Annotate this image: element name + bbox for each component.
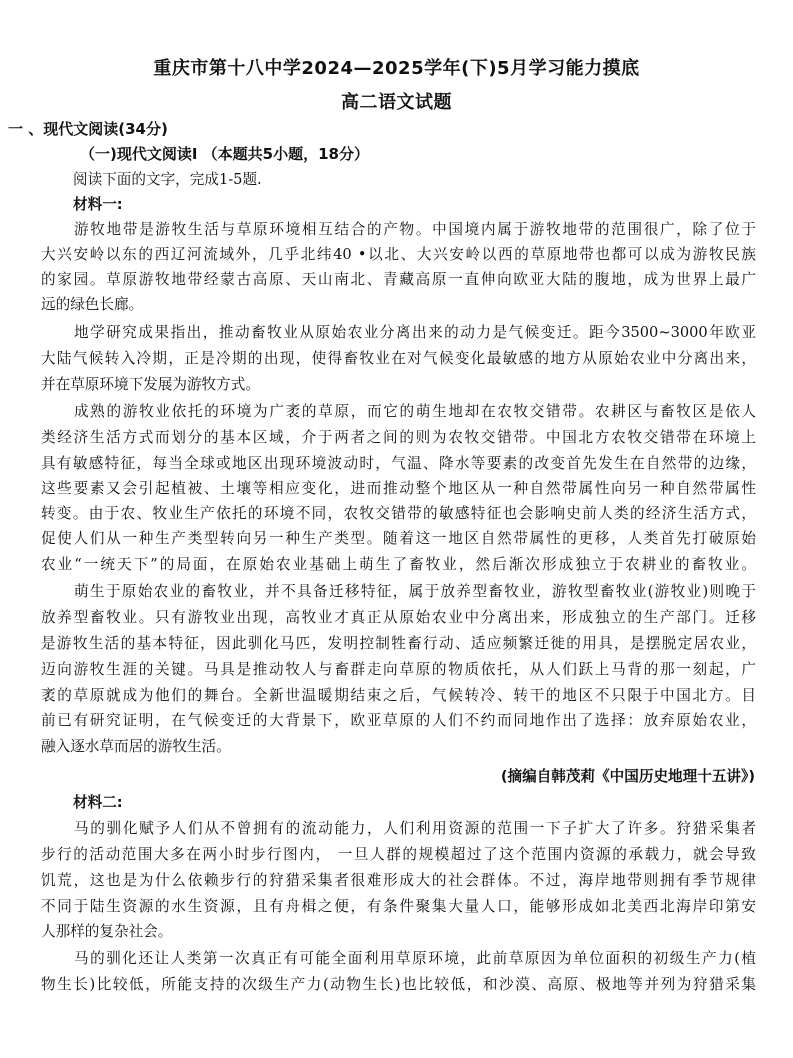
document-title-line1: 重庆市第十八中学2024—2025学年(下)5月学习能力摸底 bbox=[153, 58, 640, 79]
paragraph-line: 农业“一统天下”的局面，在原始农业基础上萌生了畜牧业，然后渐次形成独立于农耕业的畜牧业。 bbox=[41, 556, 756, 573]
sub-section-heading: （一)现代文阅读Ⅰ （本题共5小题，18分） bbox=[80, 145, 369, 163]
paragraph-line: 大陆气候转入冷期，正是冷期的出现，使得畜牧业在对气候变化最敏感的地方从原始农业中分离出来， bbox=[41, 350, 756, 367]
paragraph-line: 马的驯化赋予人们从不曾拥有的流动能力，人们利用资源的范围一下子扩大了许多。狩猎采集者 bbox=[74, 820, 756, 837]
paragraph-line: 具有敏感特征，每当全球或地区出现环境波动时，气温、降水等要素的改变首先发生在自然带的边缘， bbox=[41, 455, 756, 472]
paragraph-line: 大兴安岭以东的西辽河流域外，几乎北纬40 •以北、大兴安岭以西的草原地带也都可以成为游牧民族 bbox=[41, 246, 756, 263]
paragraph-line: 放养型畜牧业。只有游牧业出现，高牧业才真正从原始农业中分离出来，形成独立的生产部门。迁移 bbox=[41, 609, 756, 626]
paragraph-line: 萌生于原始农业的畜牧业，并不具备迁移特征，属于放养型畜牧业，游牧型畜牧业(游牧业)则晚于 bbox=[74, 583, 756, 600]
material2-label: 材料二: bbox=[73, 794, 123, 811]
paragraph-line: 地学研究成果指出，推动畜牧业从原始农业分离出来的动力是气候变迁。距今3500~3000年欧亚 bbox=[74, 324, 756, 341]
paragraph-line: 是游牧生活的基本特征，因此驯化马匹，发明控制牲畜行动、适应频繁迁徙的用具，是摆脱定居农业， bbox=[41, 635, 756, 652]
paragraph-line: 游牧地带是游牧生活与草原环境相互结合的产物。中国境内属于游牧地带的范围很广，除了位于 bbox=[74, 221, 756, 238]
paragraph-line: 前已有研究证明，在气候变迁的大背景下，欧亚草原的人们不约而同地作出了选择：放弃原始农业， bbox=[41, 712, 756, 729]
paragraph-line: 成熟的游牧业依托的环境为广袤的草原，而它的萌生地却在农牧交错带。农耕区与畜牧区是依人 bbox=[74, 403, 756, 420]
paragraph-line: 促使人们从一种生产类型转向另一种生产类型。随着这一地区自然带属性的更移，人类首先打破原始 bbox=[41, 530, 756, 547]
paragraph-line: 并在草原环境下发展为游牧方式。 bbox=[41, 376, 260, 393]
paragraph-line: 步行的活动范围大多在两小时步行图内， 一旦人群的规模超过了这个范围内资源的承载力，就会导致 bbox=[41, 846, 756, 863]
paragraph-line: 马的驯化还让人类第一次真正有可能全面利用草原环境，此前草原因为单位面积的初级生产力(植 bbox=[74, 950, 756, 967]
paragraph-line: 不同于陆生资源的水生资源，且有舟楫之便，有条件聚集大量人口，能够形成如北美西北海岸印第安 bbox=[41, 898, 756, 915]
paragraph-line: 物生长)比较低，所能支持的次级生产力(动物生长)也比较低，和沙漠、高原、极地等并列为狩猎采集 bbox=[41, 976, 756, 993]
paragraph-line: 人那样的复杂社会。 bbox=[41, 923, 173, 940]
instruction-text: 阅读下面的文字，完成1-5题. bbox=[73, 171, 262, 188]
paragraph-line: 融入逐水草而居的游牧生活。 bbox=[41, 738, 231, 755]
source-citation: (摘编自韩茂莉《中国历史地理十五讲》) bbox=[500, 768, 755, 785]
paragraph-line: 饥荒，这也是为什么依赖步行的狩猎采集者很难形成大的社会群体。不过，海岸地带则拥有季节规律 bbox=[41, 872, 756, 889]
paragraph-line: 的家园。草原游牧地带经蒙古高原、天山南北、青藏高原一直伸向欧亚大陆的腹地，成为世界上最广 bbox=[41, 271, 756, 288]
document-title-line2: 高二语文试题 bbox=[341, 92, 452, 113]
section-heading: 一 、现代文阅读(34分) bbox=[8, 120, 168, 138]
paragraph-line: 类经济生活方式而划分的基本区域，介于两者之间的则为农牧交错带。中国北方农牧交错带在环境上 bbox=[41, 429, 756, 446]
paragraph-line: 转变。由于农、牧业生产依托的环境不同，农牧交错带的敏感特征也会影响史前人类的经济生活方式， bbox=[41, 505, 756, 522]
paragraph-line: 远的绿色长廊。 bbox=[41, 296, 144, 313]
paragraph-line: 迈向游牧生涯的关键。马具是推动牧人与畜群走向草原的物质依托，从人们跃上马背的那一刻起，广 bbox=[41, 661, 756, 678]
paragraph-line: 这些要素又会引起植被、土壤等相应变化，进而推动整个地区从一种自然带属性向另一种自然带属性 bbox=[41, 480, 756, 497]
paragraph-line: 袤的草原就成为他们的舞台。全新世温暖期结束之后，气候转冷、转干的地区不只限于中国北方。目 bbox=[41, 687, 756, 704]
material1-label: 材料一: bbox=[73, 196, 123, 213]
